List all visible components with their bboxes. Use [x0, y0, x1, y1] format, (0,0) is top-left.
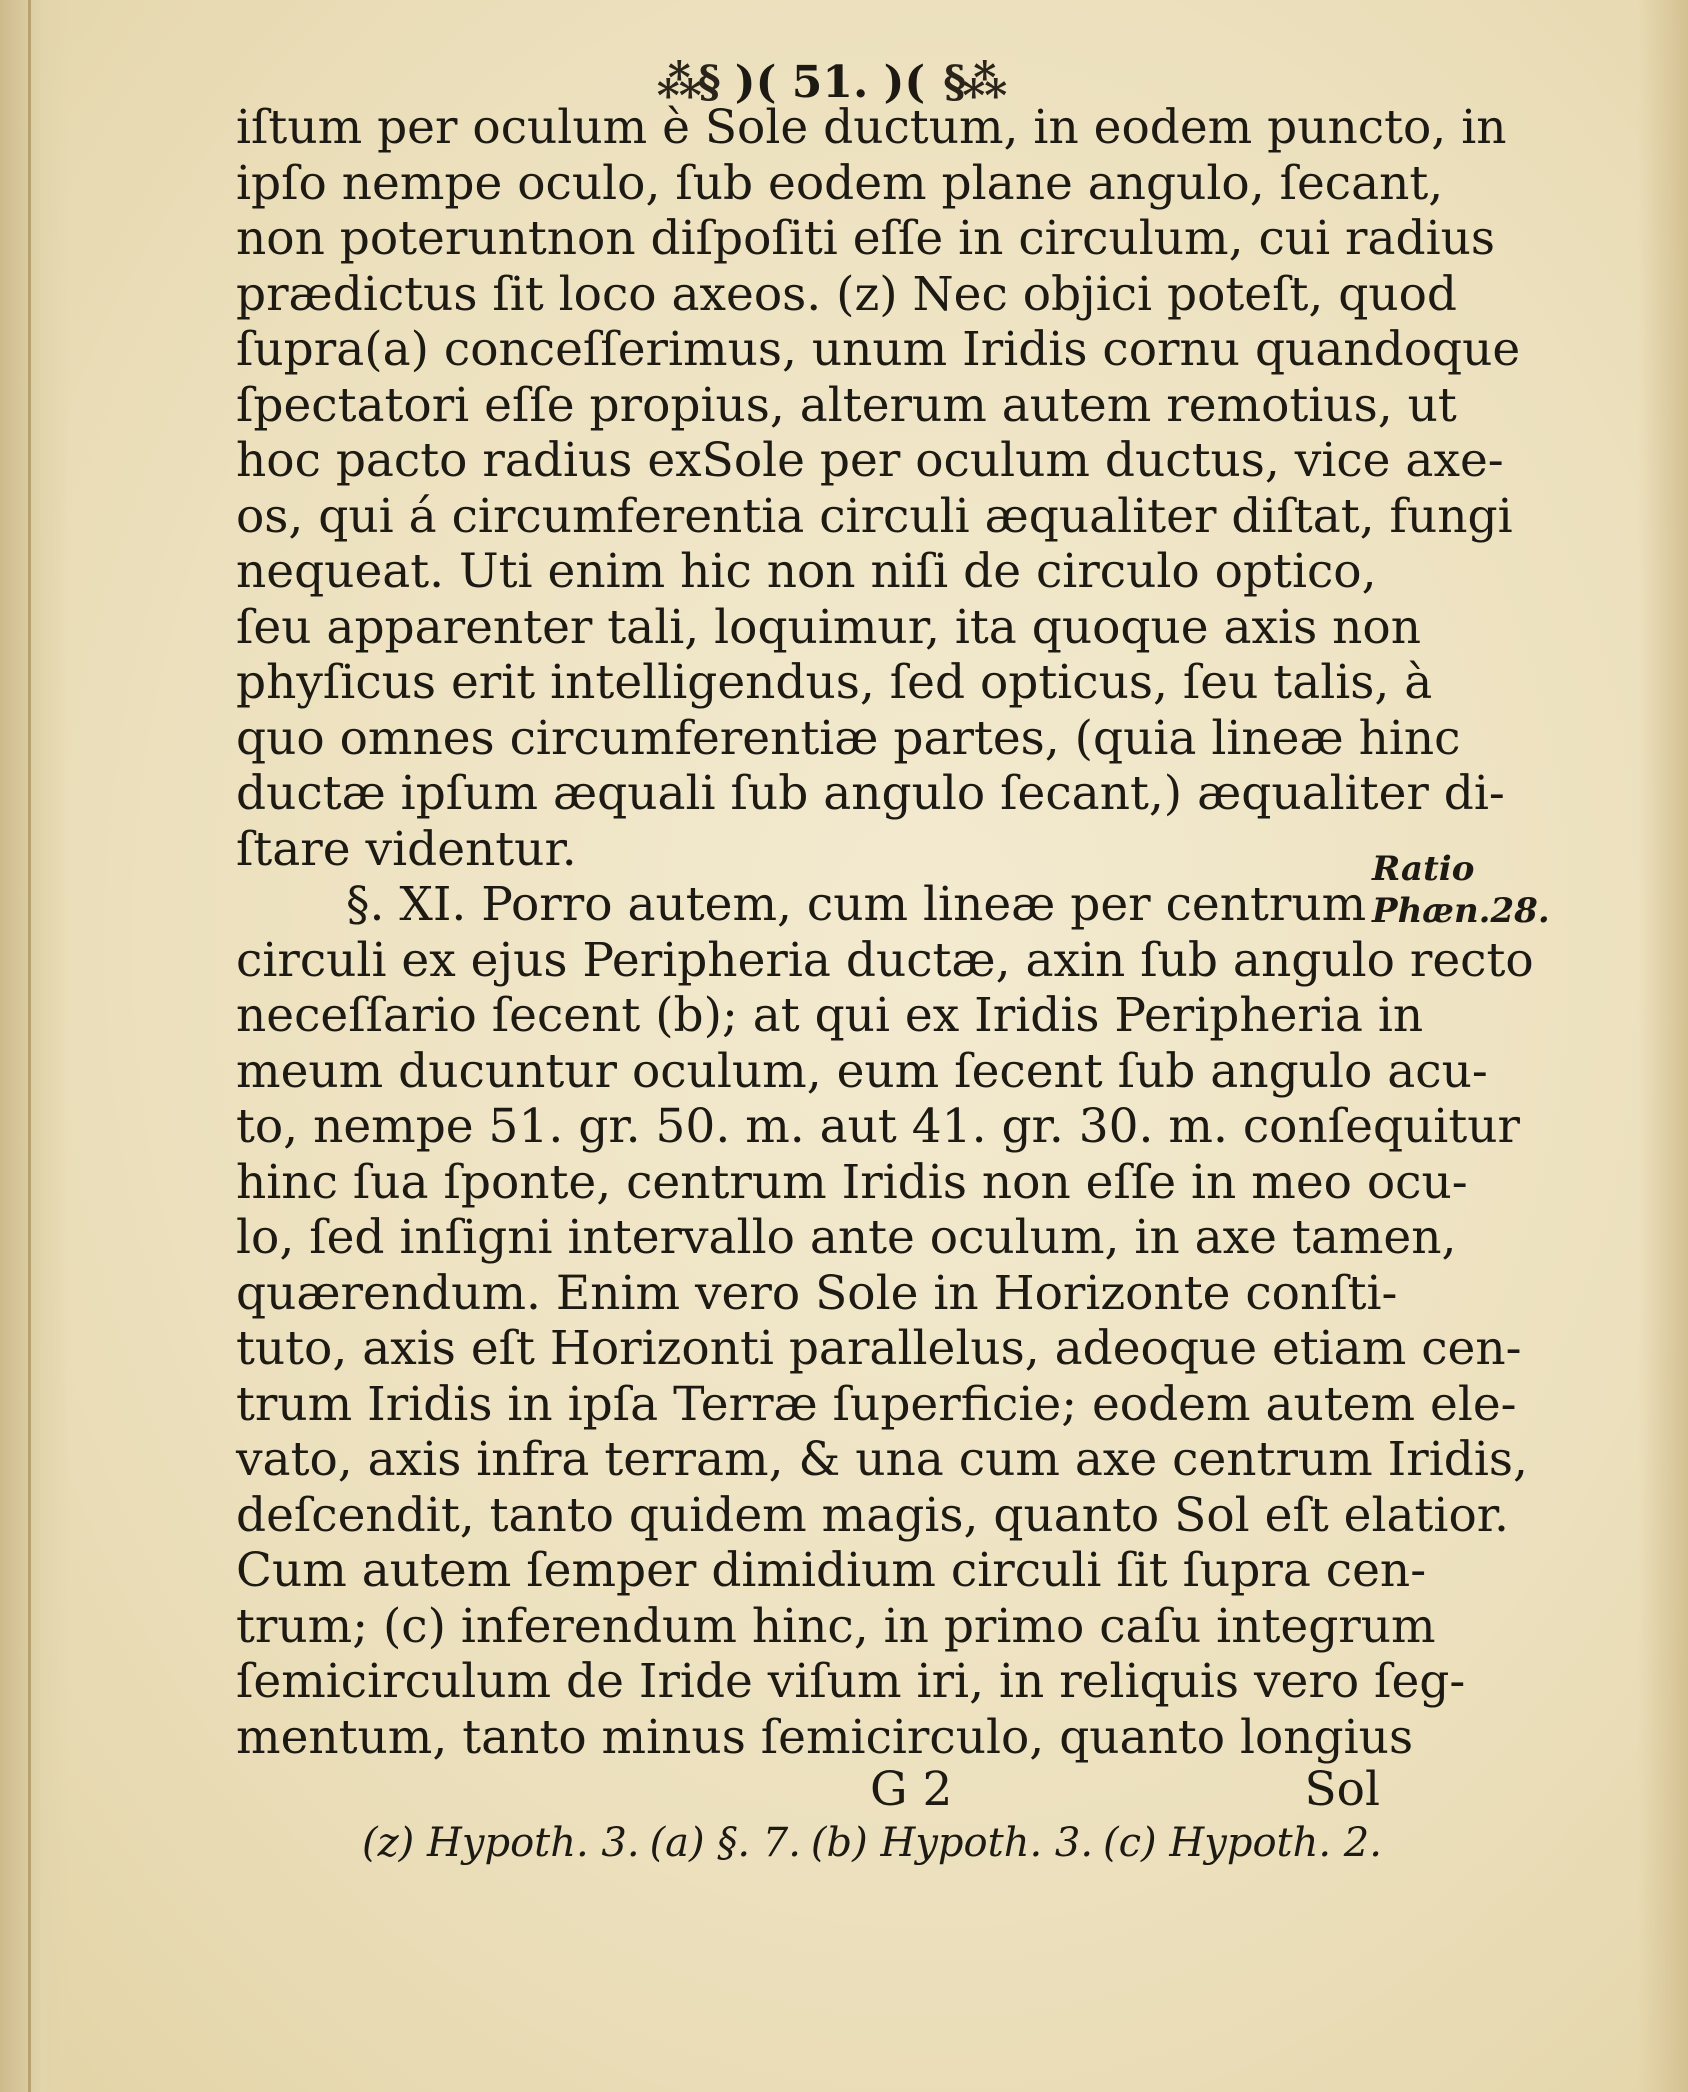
page-edge-shadow: [1638, 0, 1688, 2092]
text-line: os, qui á circumferentia circuli æqualiter diſtat, fungi: [236, 488, 1513, 544]
text-line: hoc pacto radius exSole per oculum ductus, vice axe-: [236, 433, 1504, 488]
page-gutter: [0, 0, 70, 2092]
page-number: )( 51. )(: [734, 56, 926, 108]
text-line: Cum autem ſemper dimidium circuli ſit ſupra cen-: [236, 1543, 1427, 1598]
signature-mark: G 2: [870, 1762, 953, 1817]
text-line: circuli ex ejus Peripheria ductæ, axin ſub angulo recto: [236, 932, 1534, 988]
text-line: ſtare videntur.: [236, 821, 577, 877]
text-line: quo omnes circumferentiæ partes, (quia lineæ hinc: [236, 710, 1461, 766]
text-line: nequeat. Uti enim hic non niſi de circulo optico,: [236, 544, 1377, 599]
signature-line: [870, 1762, 1380, 1817]
text-line: phyſicus erit intelligendus, ſed opticus, ſeu talis, à: [236, 655, 1433, 710]
binding-edge: [28, 0, 31, 2092]
text-line: mentum, tanto minus ſemicirculo, quanto longius: [236, 1709, 1414, 1765]
text-line: meum ducuntur oculum, eum ſecent ſub angulo acu-: [236, 1043, 1488, 1099]
text-line: neceſſario ſecent (b); at qui ex Iridis Peripheria in: [236, 988, 1424, 1043]
text-line: trum; (c) inferendum hinc, in primo caſu integrum: [236, 1598, 1436, 1654]
text-line: prædictus ſit loco axeos. (z) Nec objici poteſt, quod: [236, 266, 1458, 322]
text-line: non poteruntnon diſpoſiti eſſe in circulum, cui radius: [236, 211, 1496, 266]
footnote: (z) Hypoth. 3.: [362, 1820, 640, 1866]
text-line: ductæ ipſum æquali ſub angulo ſecant,) æqualiter di-: [236, 766, 1505, 821]
text-line: ſupra(a) conceſſerimus, unum Iridis cornu quandoque: [236, 322, 1521, 377]
text-line: ſpectatori eſſe propius, alterum autem remotius, ut: [236, 377, 1457, 433]
text-line: iſtum per oculum è Sole ductum, in eodem puncto, in: [236, 100, 1507, 155]
ornament-right: §⁂: [943, 56, 1004, 108]
text-line: deſcendit, tanto quidem magis, quanto Sol eſt elatior.: [236, 1487, 1509, 1543]
footnote: (a) §. 7.: [649, 1820, 801, 1866]
text-line: trum Iridis in ipſa Terræ ſuperficie; eodem autem ele-: [236, 1376, 1517, 1432]
text-line: to, nempe 51. gr. 50. m. aut 41. gr. 30. m. conſequitur: [236, 1099, 1520, 1154]
text-line: quærendum. Enim vero Sole in Horizonte conſti-: [236, 1265, 1398, 1321]
ornament-left: ⁂§: [656, 56, 717, 108]
margin-note-line-2: Phæn.28.: [1372, 891, 1550, 931]
text-line: ipſo nempe oculo, ſub eodem plane angulo, ſecant,: [236, 155, 1444, 211]
footnote: (b) Hypoth. 3.: [810, 1820, 1094, 1866]
margin-note: [1372, 848, 1552, 932]
text-line: tuto, axis eſt Horizonti parallelus, adeoque etiam cen-: [236, 1321, 1522, 1376]
section-heading-line: §. XI. Porro autem, cum lineæ per centrum: [346, 877, 1367, 932]
margin-note-line-1: Ratio: [1372, 849, 1475, 889]
text-line: ſemicirculum de Iride viſum iri, in reliquis vero ſeg-: [236, 1654, 1466, 1709]
text-line: hinc ſua ſponte, centrum Iridis non eſſe in meo ocu-: [236, 1154, 1468, 1210]
text-line: ſeu apparenter tali, loquimur, ita quoque axis non: [236, 599, 1421, 655]
text-line: lo, ſed inſigni intervallo ante oculum, in axe tamen,: [236, 1210, 1457, 1265]
footnotes: [362, 1820, 1382, 1870]
catchword: Sol: [1304, 1762, 1380, 1817]
footnote: (c) Hypoth. 2.: [1103, 1820, 1382, 1866]
text-line: vato, axis infra terram, & una cum axe centrum Iridis,: [236, 1432, 1528, 1487]
